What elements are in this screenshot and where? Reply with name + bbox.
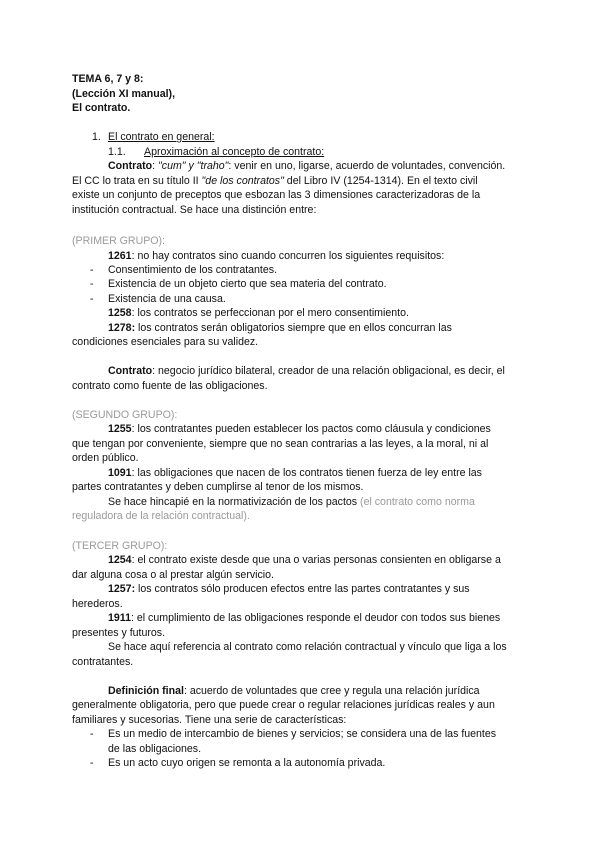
article-1255: 1255: los contratantes pueden establecer los pactos como cláusula y condiciones xyxy=(108,423,491,435)
group-label-segundo: (SEGUNDO GRUPO): xyxy=(72,409,178,421)
bullet-dash: - xyxy=(90,293,94,305)
doc-title-line3: El contrato. xyxy=(72,102,131,114)
paragraph-line: herederos. xyxy=(72,598,123,610)
section-number: 1. xyxy=(92,131,101,143)
section-title: El contrato en general: xyxy=(108,131,215,143)
bullet-dash: - xyxy=(90,728,94,740)
term-cum-traho: "cum" y "traho" xyxy=(158,160,229,172)
bullet-dash: - xyxy=(90,264,94,276)
paragraph-line: institución contractual. Se hace una distinción entre: xyxy=(72,204,317,216)
article-1261: 1261: no hay contratos sino cuando concurren los siguientes requisitos: xyxy=(108,250,445,262)
article-1257: 1257: los contratos sólo producen efectos entre las partes contratantes y sus xyxy=(108,583,470,595)
bullet-dash: - xyxy=(90,278,94,290)
list-item: Existencia de un objeto cierto que sea materia del contrato. xyxy=(108,278,387,290)
note-normativizacion: Se hace hincapié en la normativización de los pactos (el contrato como norma xyxy=(108,496,475,508)
article-1258: 1258: los contratos se perfeccionan por el mero consentimiento. xyxy=(108,307,409,319)
definicion-final: Definición final: acuerdo de voluntades que cree y regula una relación jurídica xyxy=(108,685,480,697)
paragraph-line: presentes y futuros. xyxy=(72,627,166,639)
list-item: Es un medio de intercambio de bienes y servicios; se considera una de las fuentes xyxy=(108,728,497,740)
paragraph-line: familiares y sucesorias. Tiene una serie de características: xyxy=(72,714,347,726)
subsection-number: 1.1. xyxy=(108,146,126,158)
article-1278: 1278: los contratos serán obligatorios siempre que en ellos concurran las xyxy=(108,322,452,334)
paragraph-line: El CC lo trata en su título II "de los contratos" del Libro IV (1254-1314). En el texto civil xyxy=(72,175,478,187)
paragraph-line: condiciones esenciales para su validez. xyxy=(72,336,259,348)
group-label-primer: (PRIMER GRUPO): xyxy=(72,235,165,247)
list-item-continuation: de las obligaciones. xyxy=(108,743,202,755)
note-relacion: Se hace aquí referencia al contrato como relación contractual y vínculo que liga a los xyxy=(108,641,507,653)
paragraph-line: orden público. xyxy=(72,452,139,464)
bullet-dash: - xyxy=(90,757,94,769)
paragraph-line: existe un conjunto de preceptos que esbozan las 3 dimensiones caracterizadoras de la xyxy=(72,189,481,201)
paragraph-line: generalmente obligatoria, pero que puede crear o regular relaciones jurídicas reales y aun xyxy=(72,699,495,711)
contrato-definition: Contrato: negocio jurídico bilateral, creador de una relación obligacional, es decir, el xyxy=(108,365,505,377)
article-1254: 1254: el contrato existe desde que una o varias personas consienten en obligarse a xyxy=(108,554,501,566)
italic-de-los-contratos: "de los contratos" xyxy=(201,175,284,187)
doc-title-line1: TEMA 6, 7 y 8: xyxy=(72,73,144,85)
term-contrato: Contrato xyxy=(108,160,153,172)
paragraph-line: contrato como fuente de las obligaciones. xyxy=(72,380,268,392)
list-item: Es un acto cuyo origen se remonta a la autonomía privada. xyxy=(108,757,386,769)
group-label-tercer: (TERCER GRUPO): xyxy=(72,540,168,552)
contrato-etymology: Contrato: "cum" y "traho": venir en uno, ligarse, acuerdo de voluntades, convención. xyxy=(108,160,506,172)
subsection-title: Aproximación al concepto de contrato: xyxy=(144,146,325,158)
article-1091: 1091: las obligaciones que nacen de los contratos tienen fuerza de ley entre las xyxy=(108,467,482,479)
list-item: Existencia de una causa. xyxy=(108,293,226,305)
article-1911: 1911: el cumplimiento de las obligaciones responde el deudor con todos sus bienes xyxy=(108,612,501,624)
paragraph-line: contratantes. xyxy=(72,656,134,668)
paragraph-line: reguladora de la relación contractual). xyxy=(72,510,250,522)
paragraph-line: que tengan por conveniente, siempre que no sean contrarias a las leyes, a la moral, ni al xyxy=(72,438,489,450)
paragraph-line: partes contratantes y deben cumplirse al tenor de los mismos. xyxy=(72,481,364,493)
list-item: Consentimiento de los contratantes. xyxy=(108,264,278,276)
doc-title-line2: (Lección XI manual), xyxy=(72,88,176,100)
paragraph-line: dar alguna cosa o al prestar algún servicio. xyxy=(72,569,274,581)
